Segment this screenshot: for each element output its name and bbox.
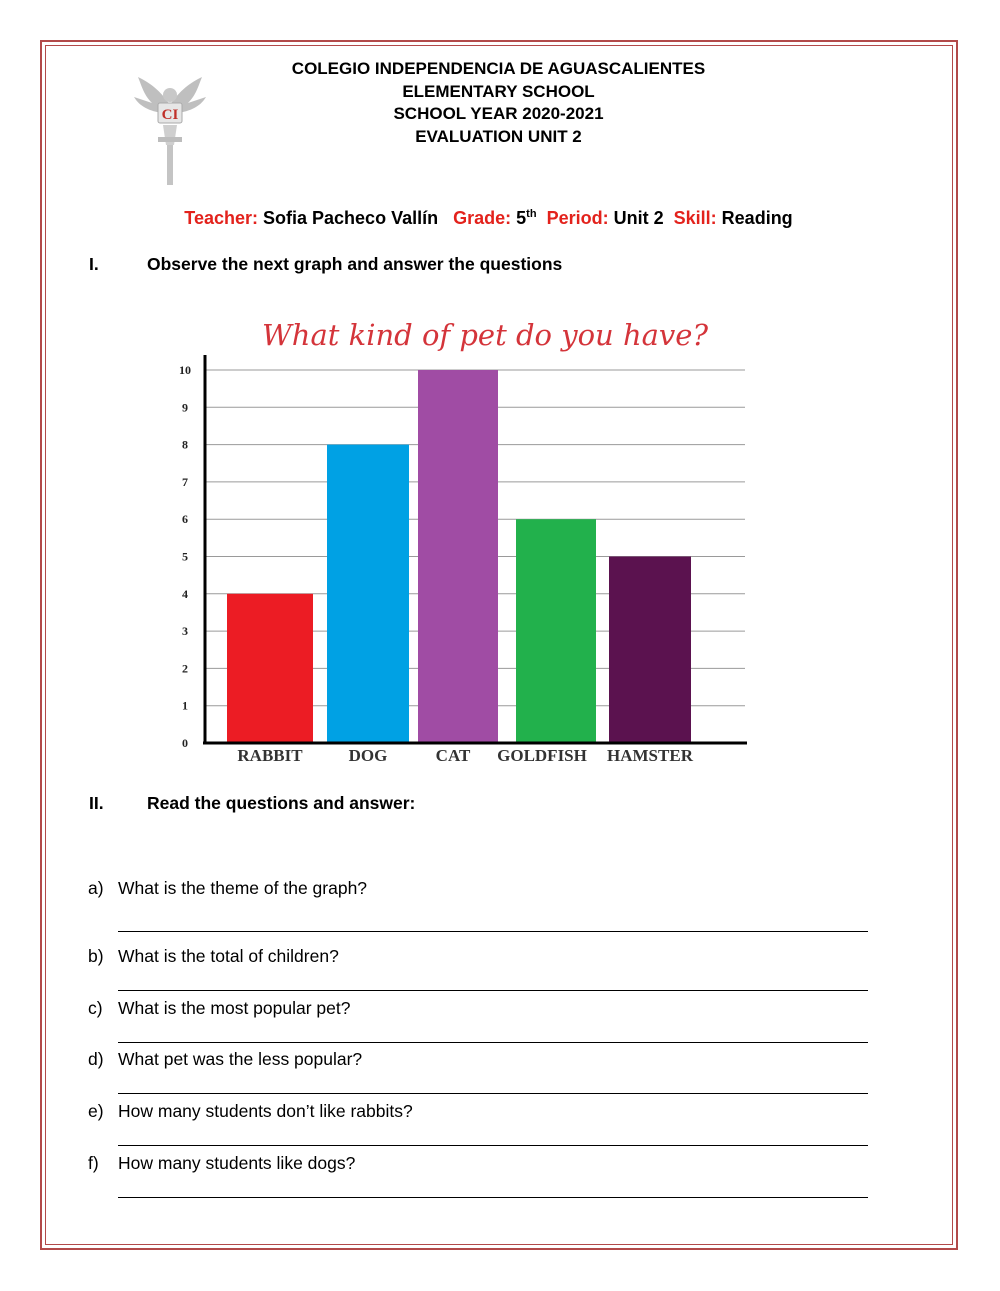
y-tick-label-5: 5 xyxy=(182,549,188,564)
answer-line-e[interactable] xyxy=(118,1145,868,1146)
skill-label: Skill: xyxy=(673,208,717,228)
header-line-evaluation: EVALUATION UNIT 2 xyxy=(415,126,582,146)
answer-line-f[interactable] xyxy=(118,1197,868,1198)
section-2-number: II. xyxy=(89,793,104,813)
teacher-name: Sofia Pacheco Vallín xyxy=(263,208,439,228)
y-tick-label-1: 1 xyxy=(182,698,188,713)
grade-label: Grade: xyxy=(453,208,512,228)
header-line-year: SCHOOL YEAR 2020-2021 xyxy=(393,104,604,123)
period-label: Period: xyxy=(546,208,609,228)
x-label-hamster: HAMSTER xyxy=(607,746,693,765)
answer-line-c[interactable] xyxy=(118,1042,868,1043)
grade-value: 5th xyxy=(516,208,537,228)
bar-rabbit xyxy=(227,594,313,743)
x-label-rabbit: RABBIT xyxy=(237,746,303,765)
bar-hamster xyxy=(609,557,691,744)
y-tick-label-8: 8 xyxy=(182,437,188,452)
y-tick-label-0: 0 xyxy=(182,736,188,750)
period-value: Unit 2 xyxy=(613,208,664,228)
header-line-level: ELEMENTARY SCHOOL xyxy=(402,81,595,101)
bar-dog xyxy=(327,445,409,743)
y-tick-label-6: 6 xyxy=(182,512,188,527)
info-line xyxy=(0,208,977,229)
y-tick-label-4: 4 xyxy=(182,586,188,601)
section-2-instruction: Read the questions and answer: xyxy=(147,793,416,813)
header-line-school: COLEGIO INDEPENDENCIA DE AGUASCALIENTES xyxy=(291,59,706,78)
teacher-label: Teacher: xyxy=(184,208,258,228)
answer-line-a[interactable] xyxy=(118,931,868,932)
bar-cat xyxy=(418,370,498,743)
y-tick-label-3: 3 xyxy=(182,624,188,639)
section-1-number: I. xyxy=(89,254,99,274)
svg-text:CI: CI xyxy=(161,107,179,123)
chart-title: What kind of pet do you have? xyxy=(262,318,709,352)
x-label-cat: CAT xyxy=(435,746,471,765)
y-tick-label-2: 2 xyxy=(182,661,188,676)
y-tick-label-7: 7 xyxy=(182,474,188,489)
x-label-dog: DOG xyxy=(348,746,388,765)
y-tick-label-9: 9 xyxy=(182,400,188,415)
section-1-instruction: Observe the next graph and answer the questions xyxy=(147,254,563,274)
skill-value: Reading xyxy=(721,208,793,228)
bar-goldfish xyxy=(516,519,596,743)
school-logo xyxy=(130,75,210,190)
y-tick-label-10: 10 xyxy=(179,363,191,377)
answer-line-d[interactable] xyxy=(118,1093,868,1094)
x-label-goldfish: GOLDFISH xyxy=(497,746,587,765)
answer-line-b[interactable] xyxy=(118,990,868,991)
pet-bar-chart xyxy=(170,350,760,770)
school-header xyxy=(200,58,797,148)
